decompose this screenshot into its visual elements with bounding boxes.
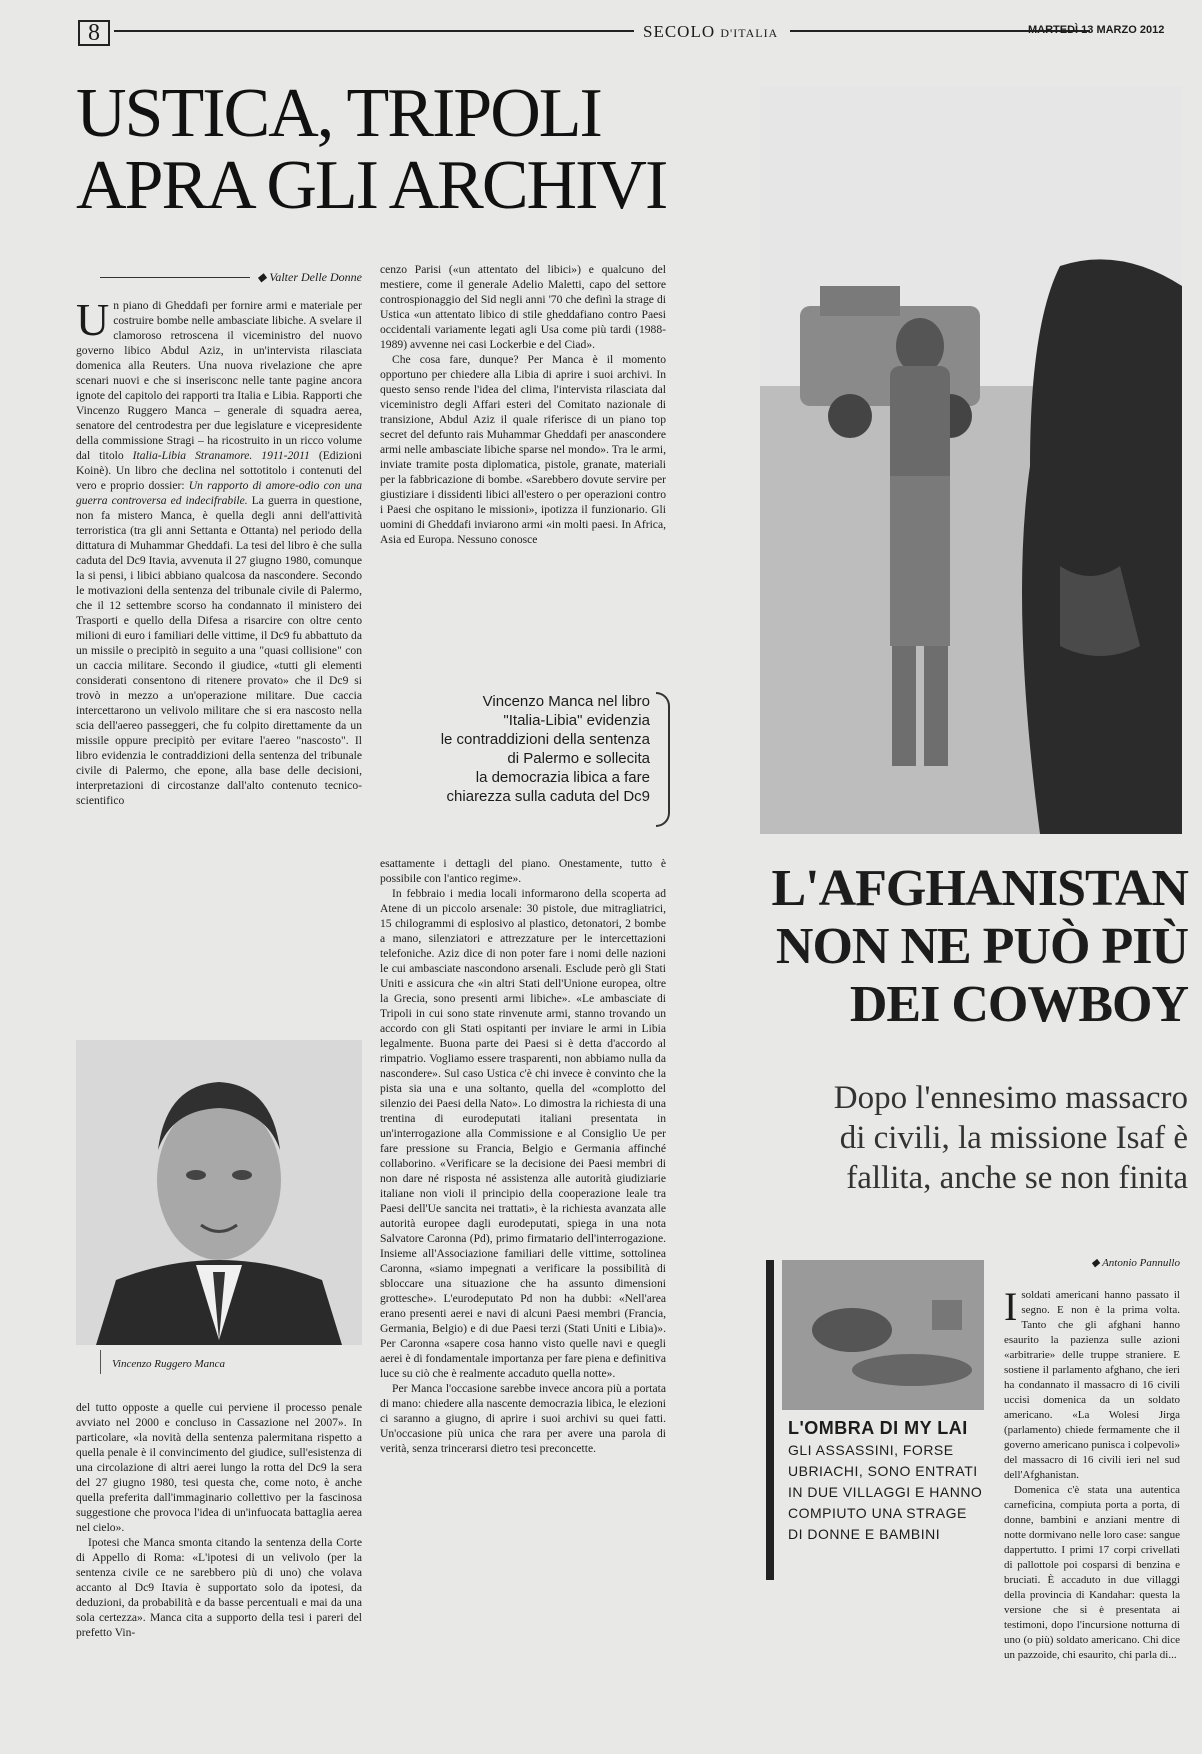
subhead-line-3: fallita, anche se non finita [846, 1160, 1188, 1196]
header-rule-left [114, 30, 634, 32]
headline-line-1: L'AFGHANISTAN [771, 860, 1188, 917]
masthead-small: D'ITALIA [720, 26, 779, 40]
paragraph: Domenica c'è stata una autentica carneficina, compiuta porta a porta, di donne, bambini e anziani mentre di notte dormivano nelle loro case: sangue dappertutto. I primi 17 corpi crivellati di pallottole poi cosparsi di benzina e bruciati. È accaduto in due villaggi della provincia di Kandahar: questa la versione che si è presentata ai testimoni, dopo l'incursione notturna di uno (o più) soldato americano. Chi dice un pazzoide, chi esaurito, chi parla di... [1004, 1484, 1180, 1661]
paragraph: Per Manca l'occasione sarebbe invece ancora più a portata di mano: chiedere alla nascente democrazia libica, le elezioni ci saranno a giugno, di aprire i suoi archivi su quei fatti. Un'occasione più unica che rara per avere una parola di verità, senza trincerarsi dietro tesi preconcette. [380, 1382, 666, 1455]
masthead [643, 22, 778, 42]
article-column-1-continued [76, 1400, 362, 1700]
author-name: Antonio Pannullo [1102, 1257, 1180, 1269]
byline-rule [100, 277, 250, 278]
paragraph: In febbraio i media locali informarono della scoperta ad Atene di un piccolo arsenale: 30 pistole, due mitragliatrici, 15 chilogrammi di esplosivo al plastico, detonatori, 2 bombe a mano, silenziatori e attrezzature per le intercettazioni telefoniche. Aziz dice di non poter fare i nomi delle nazioni le cui ambasciate nascondono arsenali. Esclude però gli Stati Uniti e assicura che «in altri Stati dell'Unione europea, oltre la Grecia, sono presenti armi libiche». «Le ambasciate di Tripoli in cui sono state rinvenute armi, stanno trovando un accordo con gli Stati ospitanti per inviare le armi in Libia legalmente. Buona parte dei Paesi si è detta d'accordo al rimpatrio. Vogliamo essere trasparenti, non abbiamo nulla da nascondere». Sul caso Ustica c'è chi invece è convinto che la pista sia una e una soltanto, quella del «complotto del silenzio dei Paesi della Nato». Lo dimostra la richiesta di una trentina di eurodeputati italiani presentata in un'interrogazione alla Commissione e al Consiglio Ue per fare pressione su Francia, Belgio e Germania affinché collaborino. «Verificare se la decisione dei Paesi membri di non dare né risposta né assistenza alle autorità giudiziarie italiane non violi il principio della cooperazione leale tra Paesi dell'Ue sancita nei trattati», è la richiesta avanzata alle autorità europee dagli eurodeputati, spiega in una nota Salvatore Caronna (Pd), primo firmatario dell'interrogazione. Insieme all'Associazione familiari delle vittime, sottolinea Caronna, «siamo impegnati a verificare la possibilità di sbloccare una situazione che ha assunto dimensioni grottesche». L'eurodeputato Pd non ha dubbi: «Nell'area erano presenti aerei e navi di alcuni Paesi membri (Francia, Germania, Belgio) e di due Paesi terzi (Stati Uniti e Libia)». Per Caronna «sapere cosa hanno visto quelle navi e quegli aerei è di fondamentale importanza per fare piena e definitiva luce su ciò che è realmente accaduto quella notte». [380, 887, 666, 1380]
paragraph: Isoldati americani hanno passato il segno. E non è la prima volta. Tanto che gli afghani hanno esaurito la pazienza sulle azioni «arbitrarie» delle truppe straniere. E sostiene il parlamento afghano, che ieri ha condannato il massacro di 16 civili uccisi domenica da un soldato americano. «La Wolesi Jirga (parlamento) chiede fermamente che il governo americano punisca i colpevoli» del massacro di 16 civili ieri nel sud dell'Afghanistan. [1004, 1288, 1180, 1481]
page-number: 8 [78, 20, 110, 46]
page-header [78, 20, 1168, 48]
portrait-photo [76, 1040, 362, 1345]
article-column-3 [1004, 1288, 1180, 1708]
caption-rule [100, 1350, 101, 1374]
subhead-line-2: di civili, la missione Isaf è [839, 1120, 1188, 1156]
headline-line-1: USTICA, TRIPOLI [76, 75, 601, 152]
paragraph: Che cosa fare, dunque? Per Manca è il momento opportuno per chiedere alla Libia di aprire i suoi archivi. In questo senso rende l'idea del clima, l'intervista rilasciata dal viceministro degli Affari esteri del Comitato nazionale di transizione, Abdul Aziz il quale riferisce di un piano top secret del defunto rais Muhammar Gheddafi per anascondere armi nelle ambasciate libiche sparse nel mondo». Tra le armi, inviate tramite posta diplomatica, pistole, granate, materiali per la fabbricazione di bombe. «Sarebbero dovute servire per giustiziare i dissidenti libici all'estero o per operazioni contro i Paesi che ospitano le missioni», ipotizza il funzionario. Gli uomini di Gheddafi inviarono armi «in molti paesi. In Africa, Asia ed Europa. Nessuno conosce [380, 353, 666, 546]
author-name: Valter Delle Donne [269, 270, 362, 284]
article-column-2-continued [380, 856, 666, 1706]
pull-quote-line: "Italia-Libia" evidenzia [503, 712, 650, 729]
inset-scene-illustration [782, 1260, 984, 1410]
brace-decoration [656, 692, 670, 827]
pull-quote-line: la democrazia libica a fare [475, 769, 650, 786]
subhead-line-1: Dopo l'ennesimo massacro [833, 1080, 1188, 1116]
secondary-byline: ◆ Antonio Pannullo [1091, 1257, 1180, 1269]
pull-quote-line: Vincenzo Manca nel libro [482, 693, 650, 710]
article-column-1 [76, 298, 362, 1033]
paragraph: esattamente i dettagli del piano. Onestamente, tutto è possibile con l'antico regime». [380, 857, 666, 885]
article-byline: ◆ Valter Delle Donne [100, 270, 362, 285]
drop-cap: I [1004, 1288, 1018, 1329]
inset-photo [782, 1260, 984, 1410]
secondary-subheadline [760, 1078, 1188, 1198]
pull-quote-line: chiarezza sulla caduta del Dc9 [446, 788, 650, 805]
pull-quote [378, 692, 670, 832]
headline-line-2: APRA GLI ARCHIVI [76, 147, 667, 224]
inset-text: GLI ASSASSINI, FORSE UBRIACHI, SONO ENTRATI IN DUE VILLAGGI E HANNO COMPIUTO UNA STRAGE DI DONNE E BAMBINI [788, 1442, 983, 1542]
paragraph: cenzo Parisi («un attentato del libici») e qualcuno del mestiere, come il generale Adelio Maletti, capo del settore controspionaggio del Sid negli anni '70 che definì la strage di Ustica «un attentato libico di stile gheddafiano contro Paesi occidentali variamente legati agli Usa come più tardi (1988-1989) avvenne nei casi Lockerbie e del Ciad». [380, 263, 666, 351]
paragraph: del tutto opposte a quelle cui perviene il processo penale avviato nel 2000 e concluso in Cassazione nel 2007». In particolare, «la novità della sentenza palermitana rispetto a quella penale è il convincimento del giudice, sull'esistenza di una circolazione di altri aerei lungo la rotta del Dc9 la sera del 27 giugno 1980, tesi questa che, come noto, è anche quella preferita dall'immaginario collettivo per la fascinosa suggestione che provoca l'idea di un'infuocata battaglia aerea nel cielo». [76, 1401, 362, 1534]
pull-quote-line: di Palermo e sollecita [507, 750, 650, 767]
sidebar-box [766, 1260, 984, 1580]
inset-title: L'OMBRA DI MY LAI [788, 1418, 968, 1438]
masthead-main: SECOLO [643, 22, 716, 41]
headline-line-2: NON NE PUÒ PIÙ [775, 918, 1188, 975]
afghanistan-photo [760, 86, 1182, 834]
drop-cap: U [76, 298, 110, 345]
pull-quote-line: le contraddizioni della sentenza [440, 731, 650, 748]
secondary-headline [760, 860, 1188, 1034]
portrait-illustration [76, 1040, 362, 1345]
paragraph: Ipotesi che Manca smonta citando la sentenza della Corte di Appello di Roma: «L'ipotesi di un velivolo (per la sentenza civile ce ne sarebbero più di uno) che volava accanto al Dc9 Itavia è supportato solo da ipotesi, da deduzioni, da probabilità e da basse percentuali e mai da una sola certezza». Manca cita a supporto della tesi i pareri del prefetto Vin- [76, 1536, 362, 1639]
portrait-caption: Vincenzo Ruggero Manca [112, 1358, 226, 1370]
soldier-scene-illustration [760, 86, 1182, 834]
issue-date: MARTEDÌ 13 MARZO 2012 [1028, 24, 1165, 36]
article-column-2 [380, 262, 666, 682]
paragraph: Un piano di Gheddafi per fornire armi e materiale per costruire bombe nelle ambasciate libiche. A svelare il clamoroso retroscena il viceministro del nuovo governo libico Abdul Aziz, in un'intervista rilasciata domenica alla Reuters. Una nuova rivelazione che apre scenari nuovi e che si inserisconc nelle tante pagine ancora ignote del capitolo dei rapporti tra Italia e Libia. Rapporti che Vincenzo Ruggero Manca – generale di squadra aerea, senatore del centrodestra per due legislature e vicepresidente della commissione Stragi – ha ricostruito in un ricco volume dal titolo Italia-Libia Stranamore. 1911-2011 (Edizioni Koinè). Un libro che declina nel sottotitolo i contenuti del vero e proprio dossier: Un rapporto di amore-odio con una guerra controversa ed indecifrabile. La guerra in questione, non fa mistero Manca, è quella degli anni dell'attività terroristica (tra gli anni Settanta e Ottanta) nel periodo della dittatura di Muhammar Gheddafi. La tesi del libro è che sulla caduta del Dc9 Itavia, avvenuta il 27 giugno 1980, comunque la si pensi, i libici abbiano qualcosa da nascondere. Secondo le motivazioni della sentenza del tribunale civile di Palermo, che il 12 settembre scorso ha condannato il ministero dei Trasporti e quello della Difesa a risarcire con oltre cento milioni di euro i familiari delle vittime, il Dc9 fu abbattuto da un missile o precipitò in seguito a una "quasi collisione" con un caccia militare. Secondo il giudice, «tutti gli elementi considerati consentono di ritenere provato» che il Dc9 si trovò in mezzo a un'operazione militare. Due caccia intercettarono un velivolo militare che si era nascosto nella scia dell'aereo passeggeri, che fu colpito direttamente da un missile oppure precipitò per evitare l'aereo "nascosto". Il libro evidenzia le contraddizioni della sentenza del tribunale civile di Palermo, che epone, alla base delle decisioni, interpretazioni di circostanze dall'alto contenuto tecnico-scientifico [76, 298, 362, 807]
article-headline [76, 75, 696, 224]
headline-line-3: DEI COWBOY [849, 976, 1188, 1033]
